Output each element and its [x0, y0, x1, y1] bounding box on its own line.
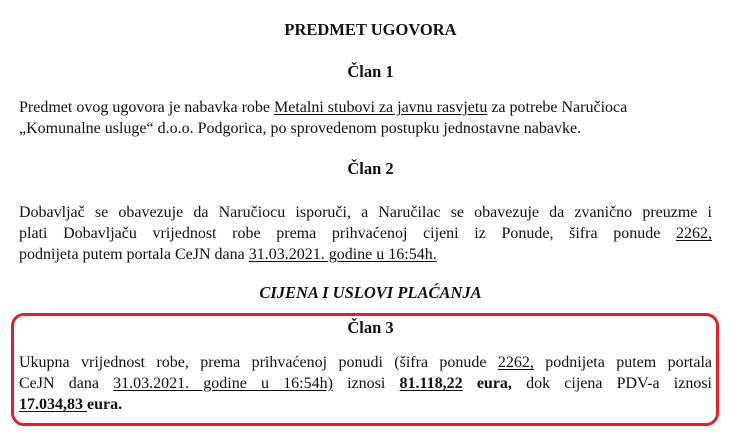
document-title: PREDMET UGOVORA: [284, 20, 457, 39]
clan-1-paragraph: [19, 97, 712, 139]
clan-1-line-1: [19, 97, 712, 118]
clan-2-heading: Član 2: [347, 159, 394, 178]
clan-3-heading: Član 3: [347, 318, 394, 337]
submission-date: 31.03.2021. godine u 16:54h.: [248, 246, 437, 263]
offer-code: 2262,: [676, 225, 712, 242]
clan-1-text-end: za potrebe Naručioca: [487, 99, 628, 116]
clan-3-line-1-text-start: Ukupna vrijednost robe, prema prihvaćenoj ponudi (šifra ponude: [19, 354, 498, 371]
clan-3-line-2-text-end: dok cijena PDV-a iznosi: [511, 375, 712, 392]
clan-2-line-2-text: plati Dobavljaču vrijednost robe prema prihvaćenoj cijeni iz Ponude, šifra ponude: [19, 225, 676, 242]
vat-amount-currency: eura.: [87, 396, 123, 413]
clan-1-line-2: „Komunalne usluge“ d.o.o. Podgorica, po sprovedenom postupku jednostavne nabavke.: [19, 120, 582, 137]
clan-3-line-2: [19, 373, 712, 394]
clan-1-heading: Član 1: [347, 62, 394, 81]
subject-of-procurement: Metalni stubovi za javnu rasvjetu: [274, 99, 488, 116]
clan-3-line-2-text-start: CeJN dana: [19, 375, 114, 392]
clan-3-line-3: [19, 394, 712, 415]
vat-amount: 17.034,83: [19, 396, 87, 413]
clan-3-submission-date: 31.03.2021. godine u 16:54h): [113, 375, 333, 392]
total-amount-currency: eura,: [462, 375, 512, 392]
clan-1-text-start: Predmet ovog ugovora je nabavka robe: [19, 99, 275, 116]
clan-2-line-1: Dobavljač se obavezuje da Naručiocu isporuči, a Naručilac se obavezuje da zvanično preuzme i: [19, 204, 712, 221]
clan-3-line-1-text-end: podnijeta putem portala: [533, 354, 712, 371]
clan-3-offer-code: 2262,: [497, 354, 534, 371]
clan-2-line-2: [19, 223, 712, 244]
clan-3-line-2-text-middle: iznosi: [332, 375, 400, 392]
clan-3-paragraph: [19, 352, 712, 415]
section-title-price-payment: CIJENA I USLOVI PLAĆANJA: [259, 283, 482, 302]
clan-2-line-3: [19, 244, 712, 265]
clan-2-paragraph: [19, 202, 712, 265]
clan-3-line-1: [19, 352, 712, 373]
clan-2-line-3-text: podnijeta putem portala CeJN dana: [19, 246, 249, 263]
total-amount: 81.118,22: [399, 375, 463, 392]
